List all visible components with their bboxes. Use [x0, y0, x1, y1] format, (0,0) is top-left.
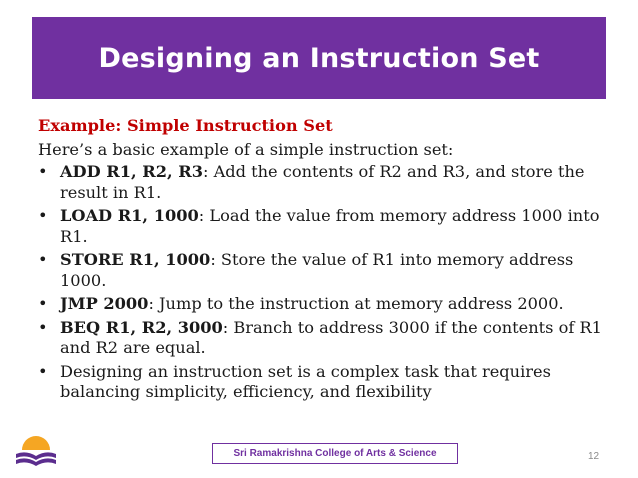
- slide-title: Designing an Instruction Set: [98, 42, 540, 74]
- bullet-item: [38, 162, 610, 203]
- intro-text: Here’s a basic example of a simple instruction set:: [38, 139, 454, 159]
- instruction-term: LOAD R1, 1000: [60, 206, 199, 225]
- bullet-item: [38, 318, 610, 359]
- title-bar: [32, 17, 606, 99]
- instruction-description: : Jump to the instruction at memory address 2000.: [148, 294, 564, 313]
- bullet-dot-icon: •: [38, 361, 48, 381]
- bullet-list: [38, 162, 610, 403]
- bullet-dot-icon: •: [38, 250, 48, 269]
- bullet-dot-icon: •: [38, 206, 48, 225]
- instruction-term: STORE R1, 1000: [60, 250, 211, 269]
- bullet-item: [38, 362, 610, 403]
- summary-text: Designing an instruction set is a complex task that requires balancing simplicity, efficiency, and flexibility: [60, 361, 551, 401]
- bullet-dot-icon: •: [38, 317, 48, 337]
- instruction-term: JMP 2000: [60, 294, 149, 313]
- instruction-term: BEQ R1, R2, 3000: [60, 317, 223, 337]
- instruction-term: ADD R1, R2, R3: [60, 162, 203, 181]
- page-number: 12: [588, 451, 600, 462]
- instruction-description: : Add the contents of R2 and R3, and store the result in R1.: [60, 162, 585, 202]
- bullet-item: [38, 206, 610, 247]
- slide-content: [38, 116, 610, 406]
- section-heading: Example: Simple Instruction Set: [38, 116, 333, 135]
- bullet-item: [38, 294, 610, 315]
- bullet-dot-icon: •: [38, 294, 48, 313]
- instruction-description: : Branch to address 3000 if the contents of R1 and R2 are equal.: [60, 317, 602, 357]
- bullet-dot-icon: •: [38, 162, 48, 181]
- institution-name: Sri Ramakrishna College of Arts & Science: [233, 448, 437, 459]
- bullet-item: [38, 250, 610, 291]
- book-sun-logo-icon: [14, 436, 58, 468]
- instruction-description: : Store the value of R1 into memory address 1000.: [60, 250, 574, 290]
- instruction-description: : Load the value from memory address 1000 into R1.: [60, 206, 600, 246]
- institution-footer: [212, 443, 458, 464]
